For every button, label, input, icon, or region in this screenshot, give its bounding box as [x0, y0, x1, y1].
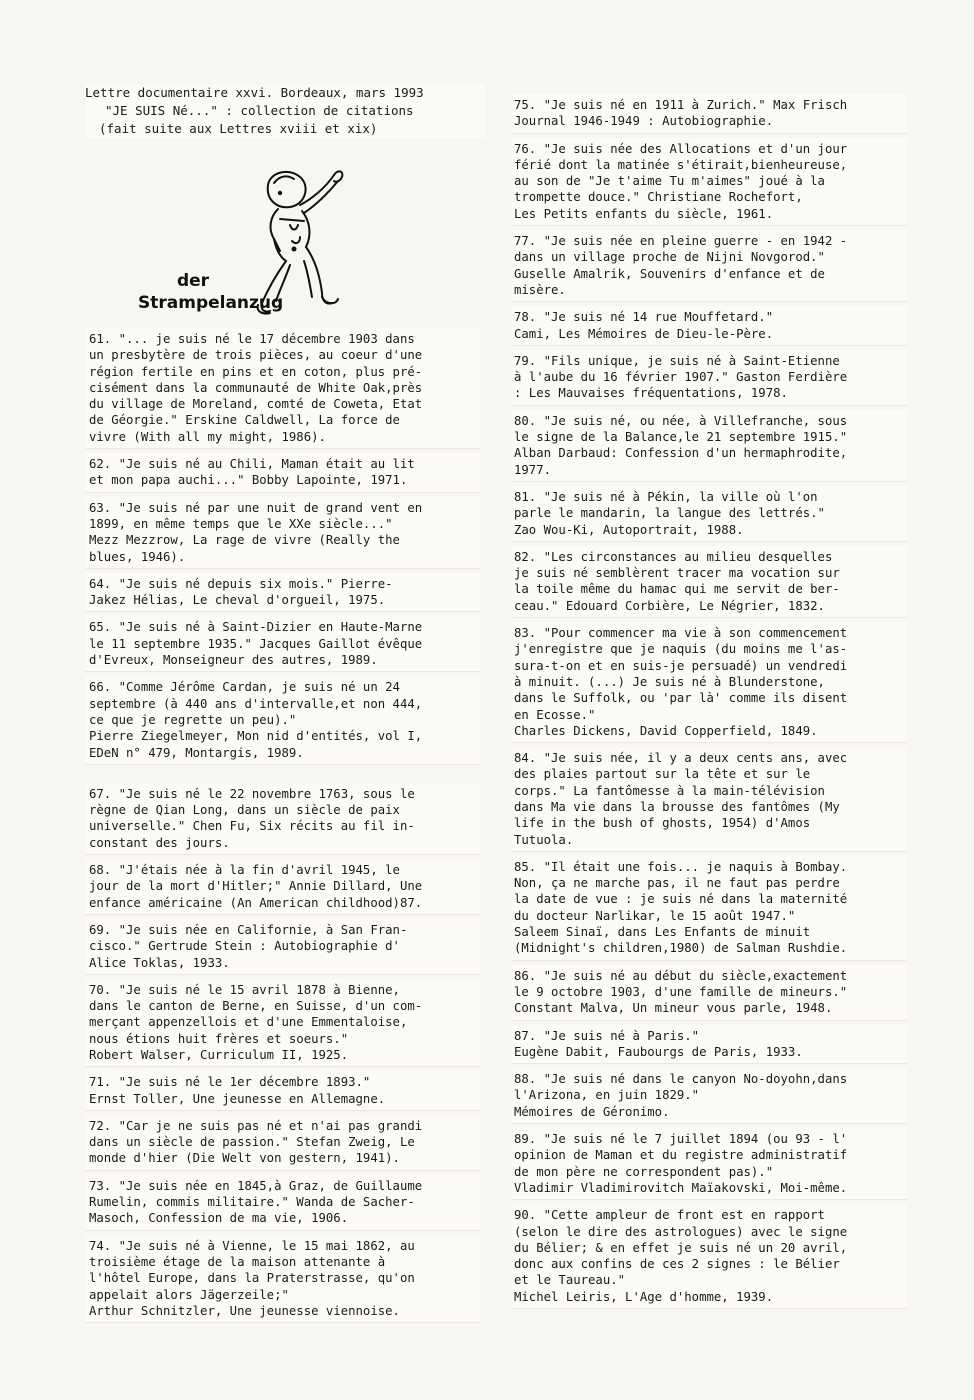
left-column: [85, 328, 480, 1327]
quote-entry-83: 83. "Pour commencer ma vie à son commencement j'enregistre que je naquis (du moins me l'as- sura-t-on et en suis-je persuadé) un vendredi à minuit. (...) Je suis né à Blunderstone, dans le Suffolk, ou 'par là' comme ils disent en Ecosse." Charles Dickens, David Copperfield, 1849.: [512, 622, 907, 743]
quote-entry-80: 80. "Je suis né, ou née, à Villefranche, sous le signe de la Balance,le 21 septembre 1915." Alban Darbaud: Confession d'un hermaphrodite, 1977.: [512, 410, 907, 482]
caption-line-1: der: [176, 271, 210, 291]
caption-line-2: Strampelanzug: [138, 293, 284, 313]
quote-entry-67: 67. "Je suis né le 22 novembre 1763, sous le règne de Qian Long, dans un siècle de paix universelle." Chen Fu, Six récits au fil in- constant des jours.: [85, 783, 480, 855]
quote-entry-66: 66. "Comme Jérôme Cardan, je suis né un 24 septembre (à 440 ans d'intervalle,et non 444, ce que je regrette un peu)." Pierre Ziegelmeyer, Mon nid d'entités, vol I, EDeN n° 479, Montargis, 1989.: [85, 676, 480, 764]
quote-entry-88: 88. "Je suis né dans le canyon No-doyohn,dans l'Arizona, en juin 1829." Mémoires de Géronimo.: [512, 1068, 907, 1124]
quote-entry-64: 64. "Je suis né depuis six mois." Pierre- Jakez Hélias, Le cheval d'orgueil, 1975.: [85, 573, 480, 613]
quote-entry-69: 69. "Je suis née en Californie, à San Fran- cisco." Gertrude Stein : Autobiographie d' Alice Toklas, 1933.: [85, 919, 480, 975]
quote-entry-86: 86. "Je suis né au début du siècle,exactement le 9 octobre 1903, d'une famille de mineurs." Constant Malva, Un mineur vous parle, 1948.: [512, 965, 907, 1021]
quote-entry-65: 65. "Je suis né à Saint-Dizier en Haute-Marne le 11 septembre 1935." Jacques Gaillot évêque d'Evreux, Monseigneur des autres, 1989.: [85, 616, 480, 672]
quote-entry-76: 76. "Je suis née des Allocations et d'un jour férié dont la matinée s'étirait,bienheureuse, au son de "Je t'aime Tu m'aimes" joué à la trompette douce." Christiane Rochefort, Les Petits enfants du siècle, 1961.: [512, 138, 907, 226]
letter-title: Lettre documentaire xxvi. Bordeaux, mars 1993: [85, 85, 424, 100]
quote-entry-89: 89. "Je suis né le 7 juillet 1894 (ou 93 - l' opinion de Maman et du registre administratif de mon père ne correspondent pas)." Vladimir Vladimirovitch Maïakovski, Moi-même.: [512, 1128, 907, 1200]
quote-entry-79: 79. "Fils unique, je suis né à Saint-Etienne à l'aube du 16 février 1907." Gaston Ferdière : Les Mauvaises fréquentations, 1978.: [512, 350, 907, 406]
quote-entry-78: 78. "Je suis né 14 rue Mouffetard." Cami, Les Mémoires de Dieu-le-Père.: [512, 306, 907, 346]
column-gap: [85, 769, 480, 783]
quote-entry-90: 90. "Cette ampleur de front est en rapport (selon le dire des astrologues) avec le signe du Bélier; & en effet je suis né un 20 avril, donc aux confins de ces 2 signes : le Bélier et le Taureau." Michel Leiris, L'Age d'homme, 1939.: [512, 1204, 907, 1309]
quote-entry-75: 75. "Je suis né en 1911 à Zurich." Max Frisch Journal 1946-1949 : Autobiographie.: [512, 94, 907, 134]
quote-entry-82: 82. "Les circonstances au milieu desquelles je suis né semblèrent tracer ma vocation sur la toile même du hamac qui me servit de ber- ceau." Edouard Corbière, Le Négrier, 1832.: [512, 546, 907, 618]
quote-entry-81: 81. "Je suis né à Pékin, la ville où l'on parle le mandarin, la langue des lettrés." Zao Wou-Ki, Autoportrait, 1988.: [512, 486, 907, 542]
quote-entry-72: 72. "Car je ne suis pas né et n'ai pas grandi dans un siècle de passion." Stefan Zweig, Le monde d'hier (Die Welt von gestern, 1941).: [85, 1115, 480, 1171]
quote-entry-61: 61. "... je suis né le 17 décembre 1903 dans un presbytère de trois pièces, au coeur d'une région fertile en pins et en coton, plus pré- cisément dans la communauté de White Oak,près du village de Moreland, comté de Coweta, Etat de Géorgie." Erskine Caldwell, La force de vivre (With all my might, 1986).: [85, 328, 480, 449]
quote-entry-77: 77. "Je suis née en pleine guerre - en 1942 - dans un village proche de Nijni Novgorod." Guselle Amalrik, Souvenirs d'enfance et de misère.: [512, 230, 907, 302]
quote-entry-74: 74. "Je suis né à Vienne, le 15 mai 1862, au troisième étage de la maison attenante à l'hôtel Europe, dans la Praterstrasse, qu'on appelait alors Jägerzeile;" Arthur Schnitzler, Une jeunesse viennoise.: [85, 1235, 480, 1323]
quote-entry-63: 63. "Je suis né par une nuit de grand vent en 1899, en même temps que le XXe siècle..." Mezz Mezzrow, La rage de vivre (Really the blues, 1946).: [85, 497, 480, 569]
quote-entry-87: 87. "Je suis né à Paris." Eugène Dabit, Faubourgs de Paris, 1933.: [512, 1025, 907, 1065]
collection-note: (fait suite aux Lettres xviii et xix): [99, 121, 378, 136]
illustration-caption: [138, 270, 284, 314]
quote-entry-73: 73. "Je suis née en 1845,à Graz, de Guillaume Rumelin, commis militaire." Wanda de Sacher- Masoch, Confession de ma vie, 1906.: [85, 1175, 480, 1231]
quote-entry-84: 84. "Je suis née, il y a deux cents ans, avec des plaies partout sur la tête et sur le corps." La fantômesse à la main-télévision dans Ma vie dans la brousse des fantômes (My life in the bush of ghosts, 1954) d'Amos Tutuola.: [512, 747, 907, 852]
quote-entry-68: 68. "J'étais née à la fin d'avril 1945, le jour de la mort d'Hitler;" Annie Dillard, Une enfance américaine (An American childhood)87.: [85, 859, 480, 915]
quote-entry-85: 85. "Il était une fois... je naquis à Bombay. Non, ça ne marche pas, il ne faut pas perdre la date de vue : je suis né dans la maternité du docteur Narlikar, le 15 août 1947." Saleem Sinaï, dans Les Enfants de minuit (Midnight's children,1980) de Salman Rushdie.: [512, 856, 907, 961]
letter-header: [85, 84, 485, 138]
collection-title: "JE SUIS Né..." : collection de citations: [105, 103, 414, 118]
quote-entry-62: 62. "Je suis né au Chili, Maman était au lit et mon papa auchi..." Bobby Lapointe, 1971.: [85, 453, 480, 493]
quote-entry-70: 70. "Je suis né le 15 avril 1878 à Bienne, dans le canton de Berne, en Suisse, d'un com- merçant appenzellois et d'une Emmentaloise, nous étions huit frères et soeurs." Robert Walser, Curriculum II, 1925.: [85, 979, 480, 1067]
quote-entry-71: 71. "Je suis né le 1er décembre 1893." Ernst Toller, Une jeunesse en Allemagne.: [85, 1071, 480, 1111]
right-column: [512, 94, 907, 1313]
